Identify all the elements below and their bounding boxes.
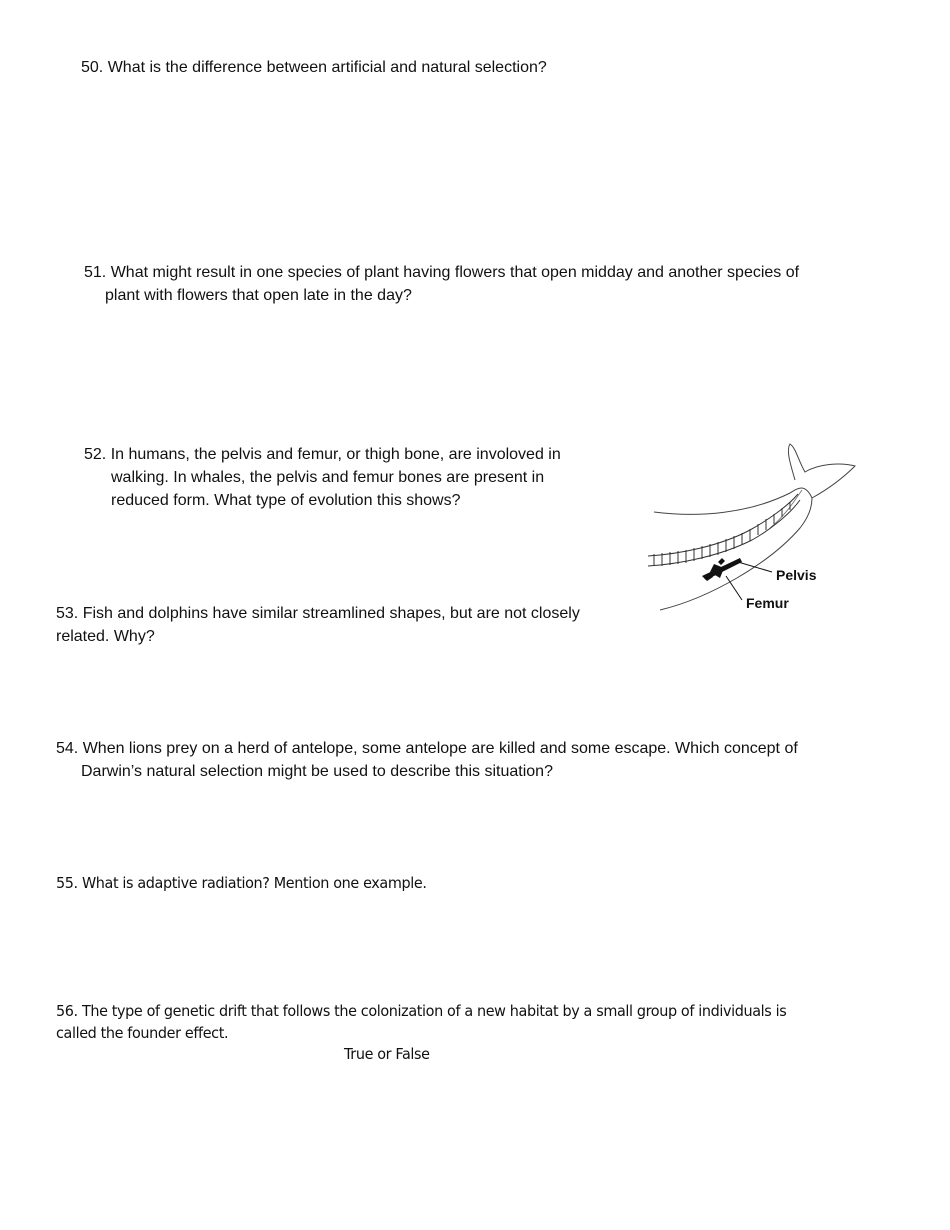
question-53-line-2: related. Why? [56,628,155,645]
question-56-line-2: called the founder effect. [56,1024,229,1042]
femur-label: Femur [746,595,789,611]
whale-skeleton-figure [640,438,870,618]
question-54-line-1: 54. When lions prey on a herd of antelope, some antelope are killed and some escape. Which concept of [56,740,798,757]
question-56-line-1: 56. The type of genetic drift that follows the colonization of a new habitat by a small group of individuals is [56,1002,787,1020]
question-52 [84,443,561,512]
question-53-line-1: 53. Fish and dolphins have similar streamlined shapes, but are not closely [56,605,580,622]
question-56 [56,1000,786,1044]
question-50 [81,56,547,79]
true-false-text: True or False [344,1045,430,1063]
question-51-line-1: 51. What might result in one species of plant having flowers that open midday and another species of [84,264,800,281]
question-52-line-1: 52. In humans, the pelvis and femur, or thigh bone, are involoved in [84,446,561,463]
question-53 [56,602,580,648]
pelvis-label: Pelvis [776,567,817,583]
question-51 [84,261,799,307]
whale-body-lower [660,498,812,610]
whale-tail-fluke [788,444,855,498]
question-54 [56,737,798,783]
whale-spine [648,494,800,566]
whale-body-upper [654,488,812,514]
question-55 [56,872,427,895]
question-50-text: 50. What is the difference between artificial and natural selection? [81,59,547,76]
question-52-line-3: reduced form. What type of evolution this shows? [111,492,461,509]
question-51-line-2: plant with flowers that open late in the day? [105,287,412,304]
question-54-line-2: Darwin’s natural selection might be used to describe this situation? [81,763,553,780]
question-52-line-2: walking. In whales, the pelvis and femur bones are present in [111,469,545,486]
true-false-options [344,1043,430,1066]
question-55-text: 55. What is adaptive radiation? Mention one example. [56,874,427,892]
